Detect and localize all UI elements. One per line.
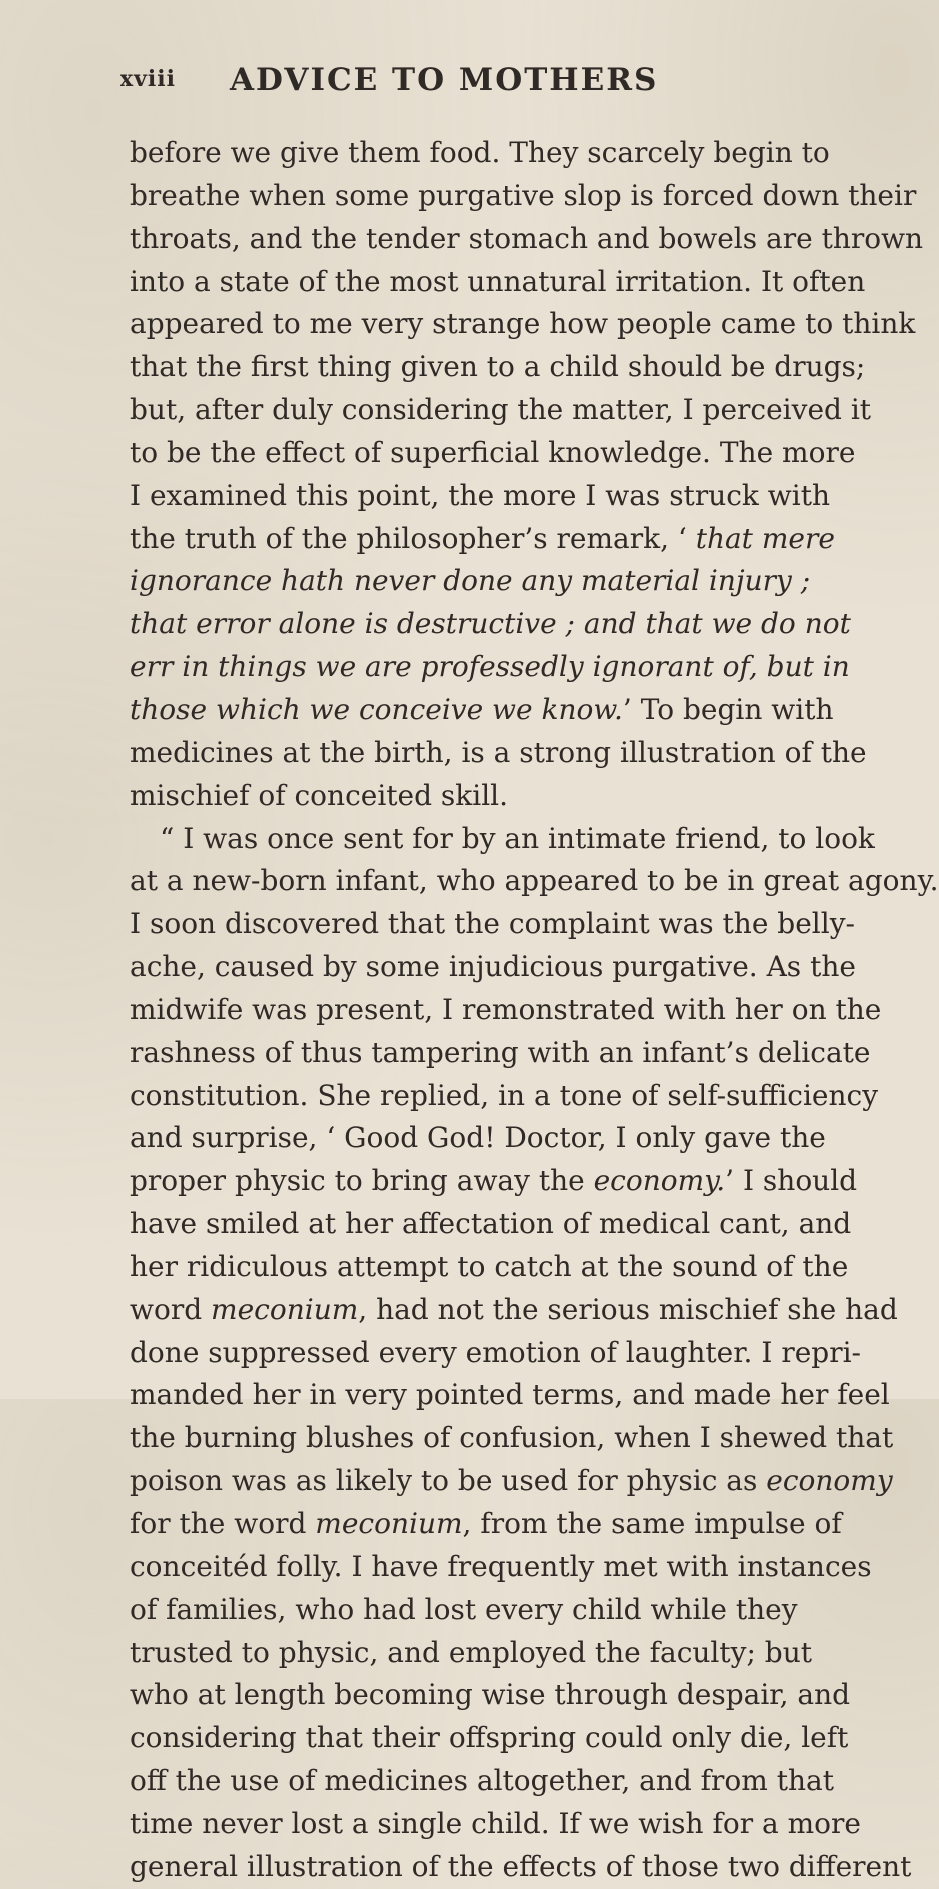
italic-text: meconium — [315, 1507, 463, 1540]
text-span: conceitéd folly. I have frequently met with instances — [130, 1549, 872, 1583]
text-line — [130, 261, 866, 304]
text-line — [130, 1803, 861, 1846]
text-span: for the word — [130, 1507, 316, 1540]
text-span: I soon discovered that the complaint was the belly- — [130, 907, 855, 941]
text-span: ’ I should — [725, 1164, 858, 1198]
text-span: considering that their offspring could only die, left — [130, 1721, 849, 1755]
text-line — [130, 646, 850, 689]
text-span: the truth of the philosopher’s remark, ‘ — [130, 521, 696, 555]
text-span: at a new-born infant, who appeared to be in great agony. — [130, 864, 939, 898]
text-line — [130, 1203, 852, 1246]
book-title: ADVICE TO MOTHERS — [230, 62, 659, 98]
text-line — [130, 775, 795, 818]
text-span: , had not the serious mischief she had — [358, 1292, 898, 1326]
text-line — [130, 389, 872, 432]
text-span: throats, and the tender stomach and bowels are thrown — [130, 221, 924, 255]
text-span: before we give them food. They scarcely begin to — [130, 136, 830, 169]
italic-text: economy. — [593, 1164, 726, 1198]
text-line — [130, 732, 867, 775]
text-line — [130, 946, 856, 989]
text-line — [130, 903, 855, 946]
text-span: constitution. She replied, in a tone of self-sufficiency — [130, 1078, 879, 1112]
text-span: ache, caused by some injudicious purgative. As the — [130, 950, 856, 984]
text-line — [130, 1503, 842, 1546]
text-span: poison was as likely to be used for physic as — [130, 1464, 767, 1498]
italic-text: that error alone is destructive ; and that we do not — [130, 607, 851, 641]
text-line — [130, 1374, 890, 1417]
text-line — [130, 1674, 851, 1717]
body-text — [130, 132, 939, 1889]
text-line — [130, 989, 882, 1032]
text-line — [130, 1160, 858, 1203]
text-span: into a state of the most unnatural irritation. It often — [130, 264, 866, 298]
text-line — [130, 1460, 893, 1503]
text-span: of families, who had lost every child while they — [130, 1592, 798, 1626]
text-line — [130, 1417, 894, 1460]
text-line — [130, 1632, 812, 1675]
text-line — [130, 603, 851, 646]
text-span: that the first thing given to a child should be drugs; — [130, 350, 866, 384]
text-span: trusted to physic, and employed the faculty; but — [130, 1635, 812, 1669]
text-line — [130, 689, 834, 732]
text-line — [130, 1289, 898, 1332]
italic-text: ignorance hath never done any material injury ; — [130, 564, 811, 598]
text-span: general illustration of the effects of those two different — [130, 1849, 912, 1883]
text-span: mischief of conceited skill. — [130, 778, 509, 812]
text-line — [130, 818, 875, 861]
text-span: have smiled at her affectation of medical cant, and — [130, 1207, 852, 1241]
text-line — [130, 175, 917, 218]
text-line — [130, 1760, 834, 1803]
text-span: “ I was once sent for by an intimate friend, to look — [160, 821, 875, 855]
italic-text: economy — [766, 1464, 893, 1498]
text-span: and surprise, ‘ Good God! Doctor, I only gave the — [130, 1121, 826, 1155]
text-span: medicines at the birth, is a strong illustration of the — [130, 735, 867, 769]
text-line — [130, 518, 835, 561]
text-line — [130, 1846, 912, 1889]
text-span: word — [130, 1292, 212, 1326]
text-span: appeared to me very strange how people came to think — [130, 307, 916, 341]
text-span: midwife was present, I remonstrated with her on the — [130, 992, 882, 1026]
text-line — [130, 860, 939, 903]
text-line — [130, 475, 830, 518]
text-span: rashness of thus tampering with an infant’s delicate — [130, 1035, 871, 1069]
italic-text: meconium — [211, 1292, 359, 1326]
text-span: off the use of medicines altogether, and from that — [130, 1764, 834, 1798]
text-span: done suppressed every emotion of laughter. I repri- — [130, 1335, 861, 1369]
page-number: xviii — [120, 66, 176, 92]
text-span: manded her in very pointed terms, and made her feel — [130, 1378, 890, 1412]
text-line — [130, 303, 916, 346]
italic-text: err in things we are professedly ignorant of, but in — [130, 650, 850, 684]
italic-text: that mere — [695, 521, 835, 555]
text-line — [130, 560, 811, 603]
text-line — [130, 1332, 861, 1375]
text-line — [130, 1589, 798, 1632]
text-span: the burning blushes of confusion, when I shewed that — [130, 1421, 894, 1455]
italic-text: those which we conceive we know. — [130, 692, 623, 726]
text-line — [130, 1117, 826, 1160]
text-span: but, after duly considering the matter, I perceived it — [130, 393, 872, 427]
text-line — [130, 1717, 849, 1760]
text-span: who at length becoming wise through despair, and — [130, 1678, 851, 1712]
text-span: , from the same impulse of — [462, 1507, 842, 1540]
text-span: time never lost a single child. If we wish for a more — [130, 1806, 861, 1840]
text-line — [130, 1032, 871, 1075]
text-span: her ridiculous attempt to catch at the sound of the — [130, 1249, 849, 1283]
text-span: to be the effect of superficial knowledge. The more — [130, 435, 856, 469]
running-head — [120, 62, 720, 102]
text-span: breathe when some purgative slop is forced down their — [130, 178, 917, 212]
text-line — [130, 1246, 849, 1289]
text-line — [130, 1075, 879, 1118]
text-line — [130, 132, 830, 175]
text-span: I examined this point, the more I was struck with — [130, 478, 830, 512]
text-line — [130, 218, 924, 261]
text-span: proper physic to bring away the — [130, 1164, 594, 1198]
text-span: ’ To begin with — [622, 692, 834, 726]
text-line — [130, 432, 856, 475]
text-line — [130, 346, 866, 389]
text-line — [130, 1546, 872, 1589]
